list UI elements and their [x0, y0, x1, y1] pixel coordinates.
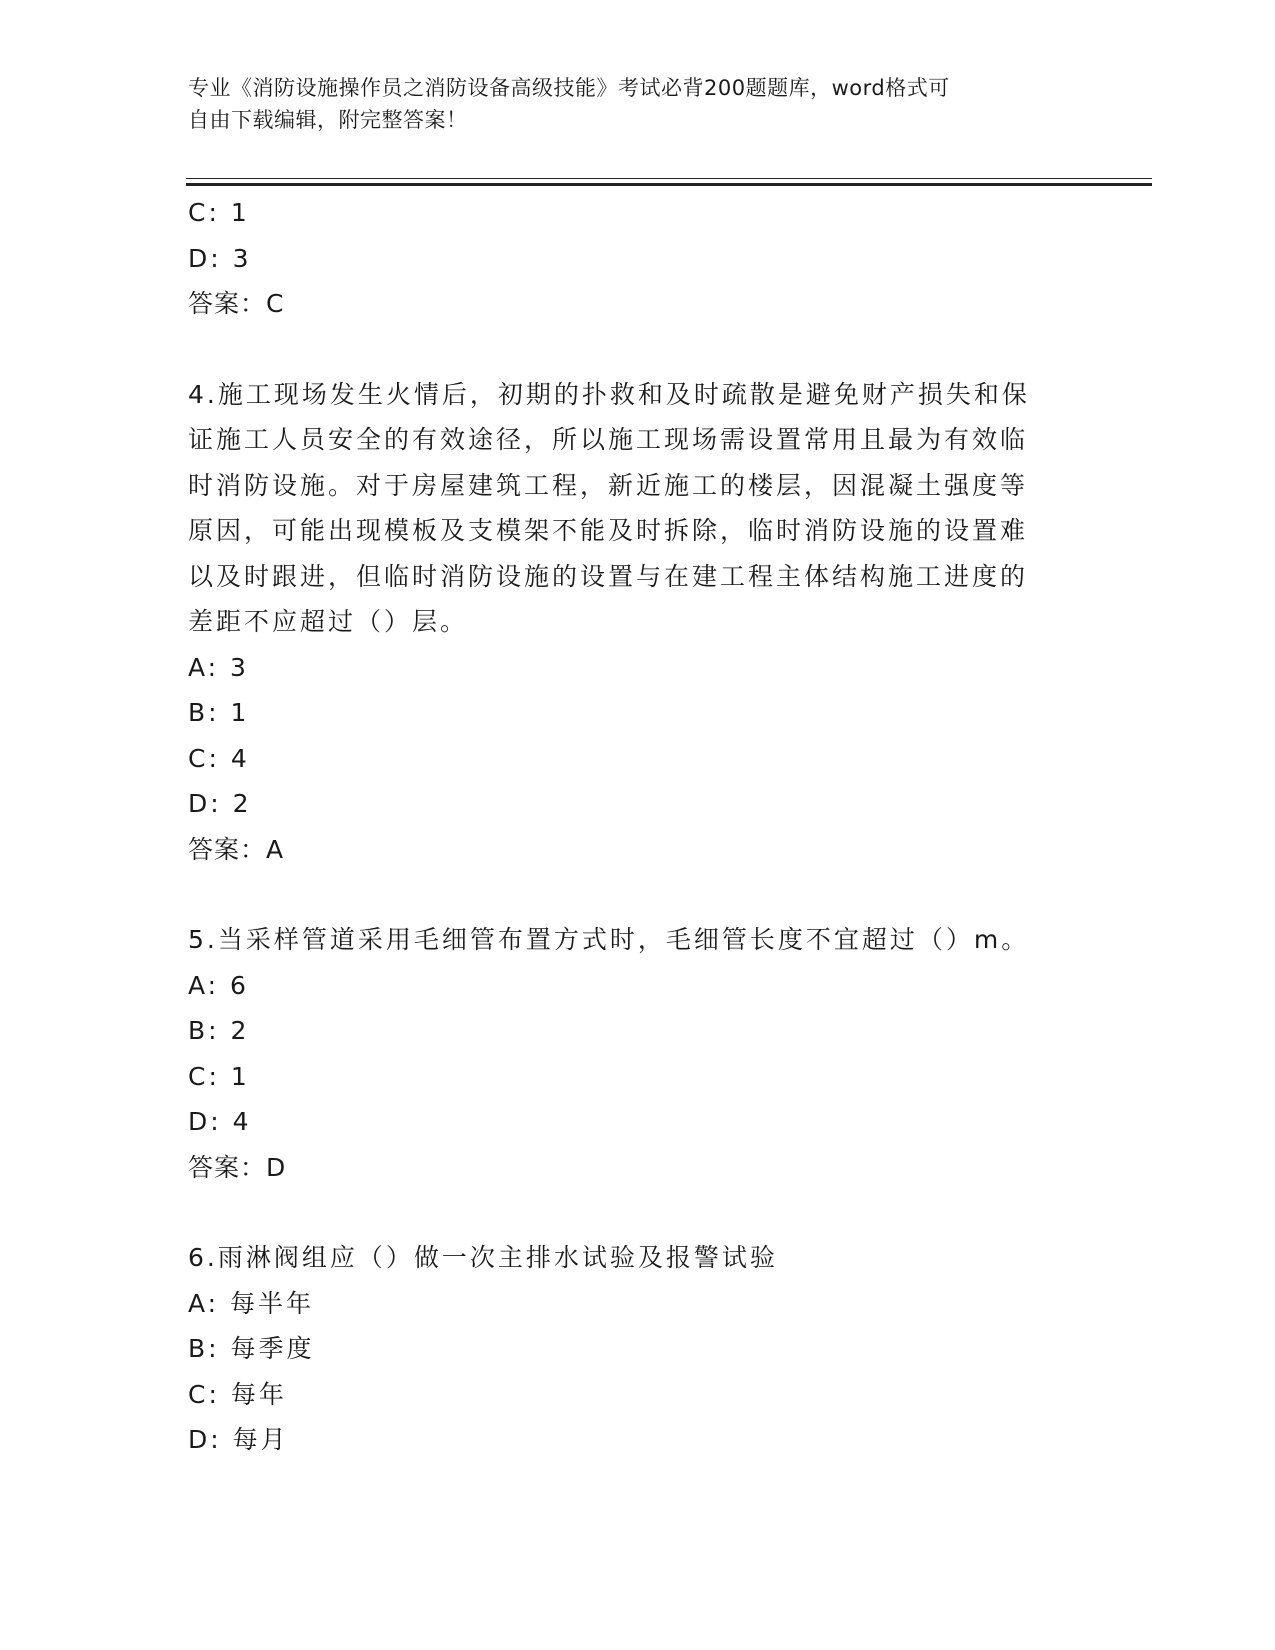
question-6 [188, 1235, 1068, 1463]
q5-option-d: D: 4 [188, 1107, 252, 1136]
question-3-tail [188, 190, 1068, 327]
header-title-line-2: 自由下载编辑，附完整答案！ [188, 108, 468, 132]
q6-stem: 6.雨淋阀组应（）做一次主排水试验及报警试验 [188, 1243, 778, 1272]
q4-stem-line-2: 证施工人员安全的有效途径，所以施工现场需设置常用且最为有效临 [188, 425, 1029, 454]
q4-stem-line-5: 以及时跟进，但临时消防设施的设置与在建工程主体结构施工进度的 [188, 561, 1029, 591]
q4-option-c: C: 4 [188, 743, 250, 773]
q3-option-d: D: 3 [188, 243, 252, 273]
q6-option-a: A: 每半年 [188, 1288, 315, 1318]
q5-option-c: C: 1 [188, 1061, 250, 1091]
q4-stem-line-4: 原因，可能出现模板及支模架不能及时拆除，临时消防设施的设置难 [188, 516, 1029, 545]
document-header [188, 72, 1068, 136]
q4-stem-line-6: 差距不应超过（）层。 [188, 607, 469, 636]
q3-answer: 答案：C [188, 289, 285, 318]
q6-option-d: D: 每月 [188, 1425, 289, 1454]
q4-stem-line-3: 时消防设施。对于房屋建筑工程，新近施工的楼层，因混凝土强度等 [188, 470, 1029, 500]
spacer [188, 327, 1068, 372]
q5-option-a: A: 6 [188, 970, 249, 1000]
spacer [188, 1190, 1068, 1235]
q6-option-c: C: 每年 [188, 1379, 287, 1409]
spacer [188, 872, 1068, 917]
q4-answer: 答案：A [188, 834, 285, 864]
header-divider-thin [186, 178, 1152, 179]
question-5 [188, 917, 1068, 1190]
q3-option-c: C: 1 [188, 198, 250, 227]
header-divider-thick [186, 183, 1152, 186]
q4-option-d: D: 2 [188, 789, 252, 818]
q4-option-a: A: 3 [188, 652, 249, 682]
q4-stem-line-1: 4.施工现场发生火情后，初期的扑救和及时疏散是避免财产损失和保 [188, 379, 1030, 409]
q6-option-b: B: 每季度 [188, 1334, 315, 1363]
question-content [188, 190, 1068, 1463]
question-4 [188, 372, 1068, 873]
header-title-line-1: 专业《消防设施操作员之消防设备高级技能》考试必背200题题库，word格式可 [188, 76, 950, 100]
q5-option-b: B: 2 [188, 1016, 250, 1045]
q5-answer: 答案：D [188, 1152, 287, 1182]
q4-option-b: B: 1 [188, 698, 250, 727]
q5-stem: 5.当采样管道采用毛细管布置方式时，毛细管长度不宜超过（）m。 [188, 925, 1030, 954]
